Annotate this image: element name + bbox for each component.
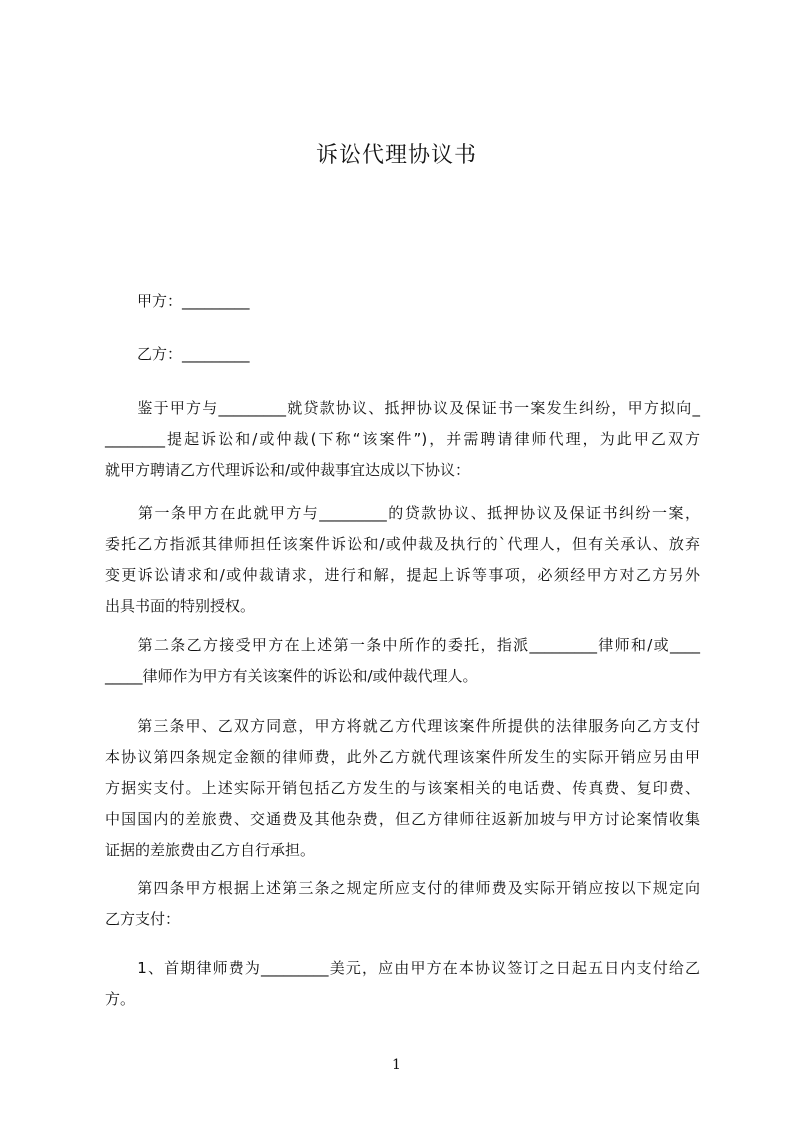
party-a-line: 甲方：_________: [137, 292, 250, 310]
text-line: 第二条乙方接受甲方在上述第一条中所作的委托，指派_________律师和/或____: [105, 636, 700, 654]
text-line: 变更诉讼请求和/或仲裁请求，进行和解，提起上诉等事项，必须经甲方对乙方另外: [105, 566, 700, 584]
page-number: 1: [392, 1057, 401, 1073]
text-line: 就甲方聘请乙方代理诉讼和/或仲裁事宜达成以下协议：: [105, 461, 471, 479]
text-line: 本协议第四条规定金额的律师费，此外乙方就代理该案件所发生的实际开销应另由甲: [105, 748, 700, 766]
text-line: 第四条甲方根据上述第三条之规定所应支付的律师费及实际开销应按以下规定向: [105, 879, 700, 897]
text-line: 1、首期律师费为_________美元，应由甲方在本协议签订之日起五日内支付给乙: [105, 959, 700, 977]
article-3-paragraph: [105, 711, 700, 866]
text-line: _____律师作为甲方有关该案件的诉讼和/或仲裁代理人。: [105, 667, 478, 685]
text-line: 证据的差旅费由乙方自行承担。: [105, 841, 316, 859]
text-line: ________提起诉讼和/或仲裁(下称“该案件”)，并需聘请律师代理，为此甲乙双方: [105, 430, 700, 448]
article-4-paragraph: [105, 873, 700, 935]
item-1-paragraph: [105, 953, 700, 1015]
text-line: 第一条甲方在此就甲方与_________的贷款协议、抵押协议及保证书纠纷一案，: [105, 504, 700, 522]
text-line: 中国国内的差旅费、交通费及其他杂费，但乙方律师往返新加坡与甲方讨论案情收集: [105, 810, 700, 828]
text-line: 方据实支付。上述实际开销包括乙方发生的与该案相关的电话费、传真费、复印费、: [105, 779, 700, 797]
text-line: 方。: [105, 990, 136, 1008]
text-line: 出具书面的特别授权。: [105, 597, 256, 615]
article-1-paragraph: [105, 498, 700, 622]
text-line: 委托乙方指派其律师担任该案件诉讼和/或仲裁及执行的`代理人，但有关承认、放弃: [105, 535, 700, 553]
party-b-line: 乙方：_________: [137, 345, 250, 363]
text-line: 鉴于甲方与_________就贷款协议、抵押协议及保证书一案发生纠纷，甲方拟向_: [105, 399, 700, 417]
article-2-paragraph: [105, 630, 700, 692]
text-line: 第三条甲、乙双方同意，甲方将就乙方代理该案件所提供的法律服务向乙方支付: [105, 717, 700, 735]
preamble-paragraph: [105, 393, 700, 486]
document-title: 诉讼代理协议书: [315, 143, 477, 168]
text-line: 乙方支付：: [105, 910, 181, 928]
